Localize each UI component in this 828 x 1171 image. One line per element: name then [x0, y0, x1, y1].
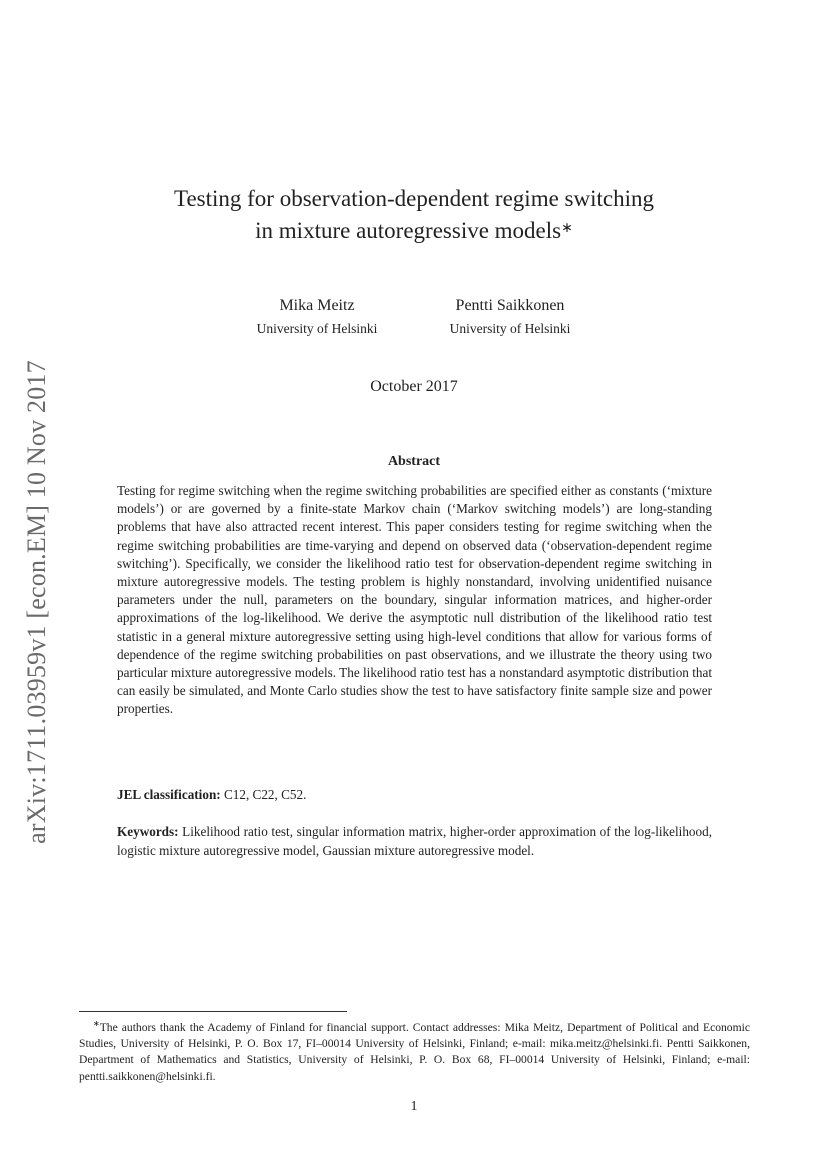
footnote: [79, 1016, 750, 1085]
author-block-1: [240, 294, 394, 340]
keywords-label: Keywords:: [117, 824, 179, 839]
footnote-divider: [79, 1011, 347, 1012]
author-affiliation: University of Helsinki: [256, 321, 378, 336]
arxiv-identifier: arXiv:1711.03959v1 [econ.EM] 10 Nov 2017: [22, 359, 52, 844]
author-affiliation: University of Helsinki: [449, 321, 571, 336]
title-line-2-text: in mixture autoregressive models: [255, 218, 562, 243]
abstract-text: Testing for regime switching when the regime switching probabilities are specified either as constants (‘mixture models’) or are governed by a finite-state Markov chain (‘Markov switching models’) are long-standing problems that have also attracted recent interest. This paper considers testing for regime switching when the regime switching probabilities are time-varying and depend on observed data (‘observation-dependent regime switching’). Specifically, we consider the likelihood ratio test for observation-dependent regime switching in mixture autoregressive models. The testing problem is highly nonstandard, involving unidentified nuisance parameters under the null, parameters on the boundary, singular information matrices, and higher-order approximations of the log-likelihood. We derive the asymptotic null distribution of the likelihood ratio test statistic in a general mixture autoregressive setting using high-level conditions that allow for various forms of dependence of the regime switching probabilities on past observations, and we illustrate the theory using two particular mixture autoregressive models. The likelihood ratio test has a nonstandard asymptotic distribution that can easily be simulated, and Monte Carlo studies show the test to have satisfactory finite sample size and power properties.: [117, 483, 712, 717]
footnote-marker: ∗: [93, 1019, 100, 1028]
author-name: Mika Meitz: [279, 297, 355, 314]
jel-label: JEL classification:: [117, 787, 221, 802]
keywords-text: Likelihood ratio test, singular information matrix, higher-order approximation of the log-likelihood, logistic mixture autoregressive model, Gaussian mixture autoregressive model.: [117, 824, 712, 858]
author-block-2: [432, 294, 588, 340]
author-name: Pentti Saikkonen: [455, 297, 565, 314]
title-line-2: [120, 215, 708, 247]
publication-date: October 2017: [370, 378, 458, 395]
jel-codes: C12, C22, C52.: [223, 787, 307, 802]
keywords: [117, 822, 712, 860]
footnote-text: The authors thank the Academy of Finland for financial support. Contact addresses: Mika Meitz, Department of Political and Economic Studies, University of Helsinki, P. O. Box 17, FI–00014 University of Helsinki, Finland; e-mail: mika.meitz@helsinki.fi. Pentti Saikkonen, Department of Mathematics and Statistics, University of Helsinki, P. O. Box 68, FI–00014 University of Helsinki, Finland; e-mail: pentti.saikkonen@helsinki.fi.: [79, 1020, 750, 1083]
arxiv-side-stamp: [22, 338, 52, 865]
jel-classification: [117, 787, 712, 803]
title-line-1: Testing for observation-dependent regime switching: [174, 186, 654, 211]
page-number: 1: [410, 1099, 418, 1114]
abstract-heading: Abstract: [387, 454, 441, 469]
paper-title: [120, 183, 708, 247]
title-footnote-marker[interactable]: ∗: [561, 221, 573, 236]
